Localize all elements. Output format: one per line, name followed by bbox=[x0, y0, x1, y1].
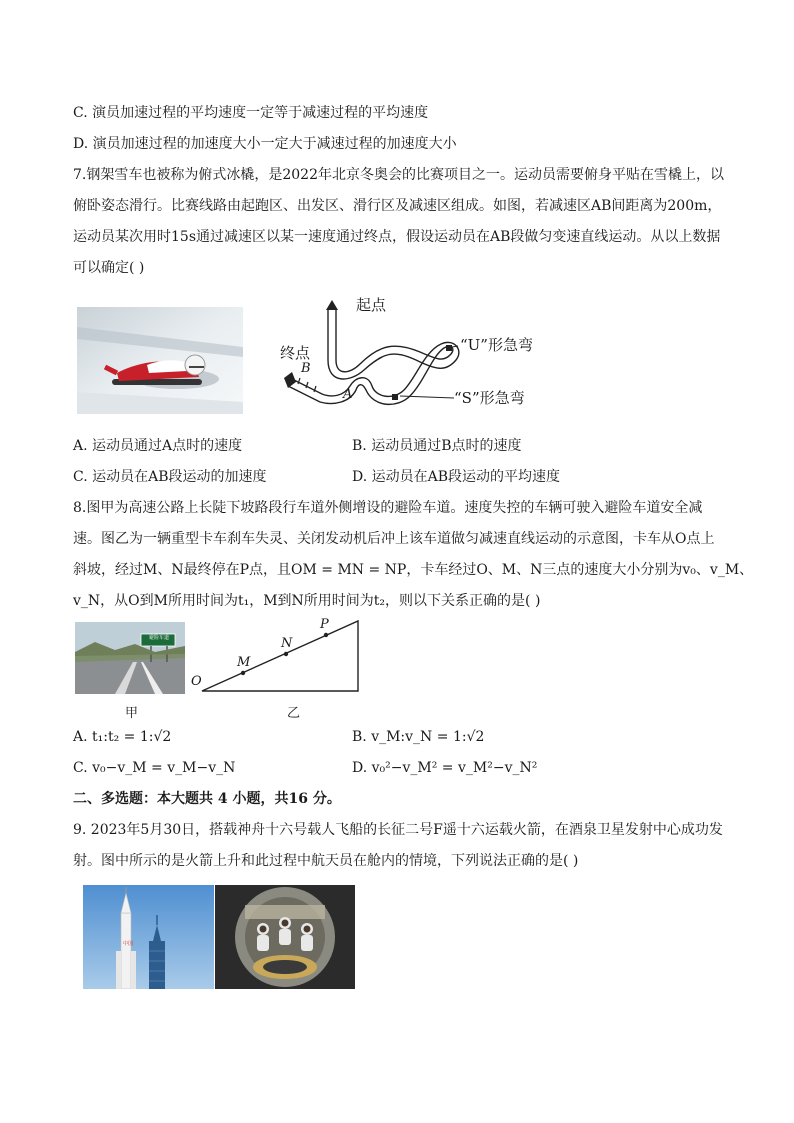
astronauts-cabin-photo bbox=[215, 885, 355, 989]
q6-option-d: D. 演员加速过程的加速度大小一定大于减速过程的加速度大小 bbox=[73, 136, 457, 152]
label-p: P bbox=[320, 617, 329, 632]
q8-option-b: B. v_M:v_N = 1:√2 bbox=[352, 729, 485, 745]
escape-lane-sign-text: 避险车道 bbox=[148, 635, 169, 641]
label-u-turn: “U”形急弯 bbox=[460, 336, 533, 354]
q8-option-a: A. t₁:t₂ = 1:√2 bbox=[73, 729, 172, 745]
label-point-b: B bbox=[301, 361, 311, 376]
caption-yi: 乙 bbox=[287, 706, 301, 721]
escape-lane-photo bbox=[75, 622, 185, 694]
section-heading-multiple-choice: 二、多选题：本大题共 4 小题，共16 分。 bbox=[73, 791, 341, 807]
label-end: 终点 bbox=[280, 344, 311, 362]
q9-stem-line1: 9. 2023年5月30日，搭载神舟十六号载人飞船的长征二号F遥十六运载火箭，在酒泉卫星发射中心成功发 bbox=[73, 822, 723, 838]
q7-option-d: D. 运动员在AB段运动的平均速度 bbox=[352, 469, 561, 485]
rocket-launch-photo bbox=[83, 885, 214, 989]
label-start: 起点 bbox=[356, 296, 387, 314]
incline-diagram bbox=[196, 615, 366, 697]
q7-stem-line3: 运动员某次用时15s通过减速区以某一速度通过终点，假设运动员在AB段做匀变速直线运动。从以上数据 bbox=[73, 229, 721, 245]
label-m: M bbox=[237, 655, 251, 670]
q7-option-c: C. 运动员在AB段运动的加速度 bbox=[73, 469, 267, 485]
q7-option-b: B. 运动员通过B点时的速度 bbox=[352, 438, 522, 454]
q7-stem-line2: 俯卧姿态滑行。比赛线路由起跑区、出发区、滑行区及减速区组成。如图，若减速区AB间距离为200m， bbox=[73, 198, 722, 214]
q8-option-d: D. v₀²−v_M² = v_M²−v_N² bbox=[352, 760, 538, 776]
q8-stem-line4: v_N，从O到M所用时间为t₁，M到N所用时间为t₂，则以下关系正确的是( ) bbox=[73, 593, 541, 609]
svg-text:中国: 中国 bbox=[123, 941, 134, 947]
q7-stem-line4: 可以确定( ) bbox=[73, 260, 145, 276]
q7-stem-line1: 7.钢架雪车也被称为俯式冰橇，是2022年北京冬奥会的比赛项目之一。运动员需要俯身平贴在雪橇上，以 bbox=[73, 167, 724, 183]
q8-stem-line3: 斜坡，经过M、N最终停在P点，且OM = MN = NP，卡车经过O、M、N三点的速度大小分别为v₀、v_M、 bbox=[73, 562, 754, 578]
q8-option-c: C. v₀−v_M = v_M−v_N bbox=[73, 760, 236, 776]
q7-option-a: A. 运动员通过A点时的速度 bbox=[73, 438, 243, 454]
label-point-a: A bbox=[343, 387, 353, 402]
q6-option-c: C. 演员加速过程的平均速度一定等于减速过程的平均速度 bbox=[73, 105, 429, 121]
label-n: N bbox=[281, 636, 293, 651]
caption-jia: 甲 bbox=[125, 706, 139, 721]
label-o: O bbox=[191, 674, 202, 689]
q8-stem-line2: 速。图乙为一辆重型卡车刹车失灵、关闭发动机后冲上该车道做匀减速直线运动的示意图，卡车从O点上 bbox=[73, 531, 715, 547]
label-s-turn: “S”形急弯 bbox=[454, 389, 525, 407]
q9-stem-line2: 射。图中所示的是火箭上升和此过程中航天员在舱内的情境，下列说法正确的是( ) bbox=[73, 853, 579, 869]
q8-stem-line1: 8.图甲为高速公路上长陡下坡路段行车道外侧增设的避险车道。速度失控的车辆可驶入避险车道安全减 bbox=[73, 500, 703, 516]
skeleton-sled-photo bbox=[77, 307, 243, 414]
